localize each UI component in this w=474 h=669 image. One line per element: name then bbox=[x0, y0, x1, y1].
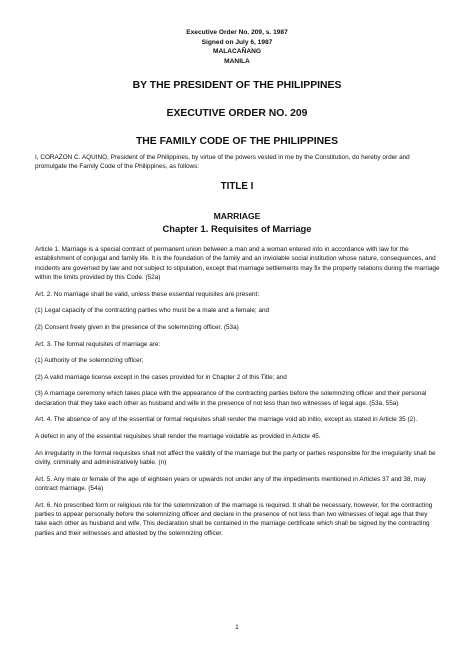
article-paragraph: (2) A valid marriage license except in the cases provided for in Chapter 2 of this Title; and bbox=[35, 373, 287, 381]
title-heading: TITLE I bbox=[220, 181, 254, 192]
heading-president: BY THE PRESIDENT OF THE PHILIPPINES bbox=[132, 80, 342, 91]
chapter-heading: Chapter 1. Requisites of Marriage bbox=[162, 223, 312, 234]
header-order-line: Executive Order No. 209, s. 1987 bbox=[186, 29, 288, 36]
header-signed-line: Signed on July 6, 1987 bbox=[201, 38, 273, 46]
article-paragraph: Art. 3. The formal requisites of marriage are: bbox=[35, 340, 161, 348]
article-paragraph: Art. 5. Any male or female of the age of eighteen years or upwards not under any of the impediments mentioned in Articles 37 and 38, may contract marriage. (54a) bbox=[35, 475, 427, 492]
article-paragraph: (3) A marriage ceremony which takes place with the appearance of the contracting parties before the solemnizing officer and their personal declaration that they take each other as husband and wife in the presence of not less than two witnesses of legal age. (53a, 55a) bbox=[35, 390, 427, 407]
article-paragraph: Art. 6. No prescribed form or religious rite for the solemnization of the marriage is required. It shall be necessary, however, for the contracting parties to appear personally before the solemnizing officer and declare in the presence of not less than two witnesses of legal age that they take each other as husband and wife. This declaration shall be contained in the marriage certificate which shall be signed by the contracting parties and their witnesses and attested by the solemnizing officer. bbox=[35, 501, 433, 537]
section-heading: MARRIAGE bbox=[213, 211, 261, 221]
header-malacanang-line: MALACAÑANG bbox=[213, 48, 261, 56]
page-number: 1 bbox=[235, 624, 239, 631]
heading-executive-order: EXECUTIVE ORDER NO. 209 bbox=[166, 108, 308, 119]
document-header bbox=[0, 28, 474, 66]
article-body bbox=[35, 245, 441, 545]
article-paragraph: (2) Consent freely given in the presence of the solemnizing officer. (53a) bbox=[35, 324, 239, 331]
article-paragraph: Article 1. Marriage is a special contract of permanent union between a man and a woman entered into in accordance with law for the establishment of conjugal and family life. It is the foundation of the family and an inviolable social institution whose nature, consequences, and incidents are governed by law and not subject to stipulation, except that marriage settlements may fix the property relations during the marriage within the limits provided by this Code. (52a) bbox=[35, 246, 440, 282]
article-paragraph: A defect in any of the essential requisites shall render the marriage voidable as provided in Article 45. bbox=[35, 432, 321, 440]
header-manila-line: MANILA bbox=[224, 57, 250, 65]
heading-family-code: THE FAMILY CODE OF THE PHILIPPINES bbox=[135, 136, 339, 147]
article-paragraph: (1) Authority of the solemnizing officer; bbox=[35, 357, 144, 365]
intro-paragraph: I, CORAZON C. AQUINO, President of the Philippines, by virtue of the powers vested in me by the Constitution, do hereby order and promulgate the Family Code of the Philippines, as follows: bbox=[35, 154, 410, 171]
article-paragraph: An irregularity in the formal requisites shall not affect the validity of the marriage but the party or parties responsible for the irregularity shall be civilly, criminally and administratively liable. (n) bbox=[35, 449, 436, 466]
article-paragraph: (1) Legal capacity of the contracting parties who must be a male and a female; and bbox=[35, 307, 270, 315]
article-paragraph: Art. 4. The absence of any of the essential or formal requisites shall render the marriage void ab initio, except as stated in Article 35 (2). bbox=[35, 416, 418, 424]
article-paragraph: Art. 2. No marriage shall be valid, unless these essential requisites are present: bbox=[35, 290, 260, 298]
